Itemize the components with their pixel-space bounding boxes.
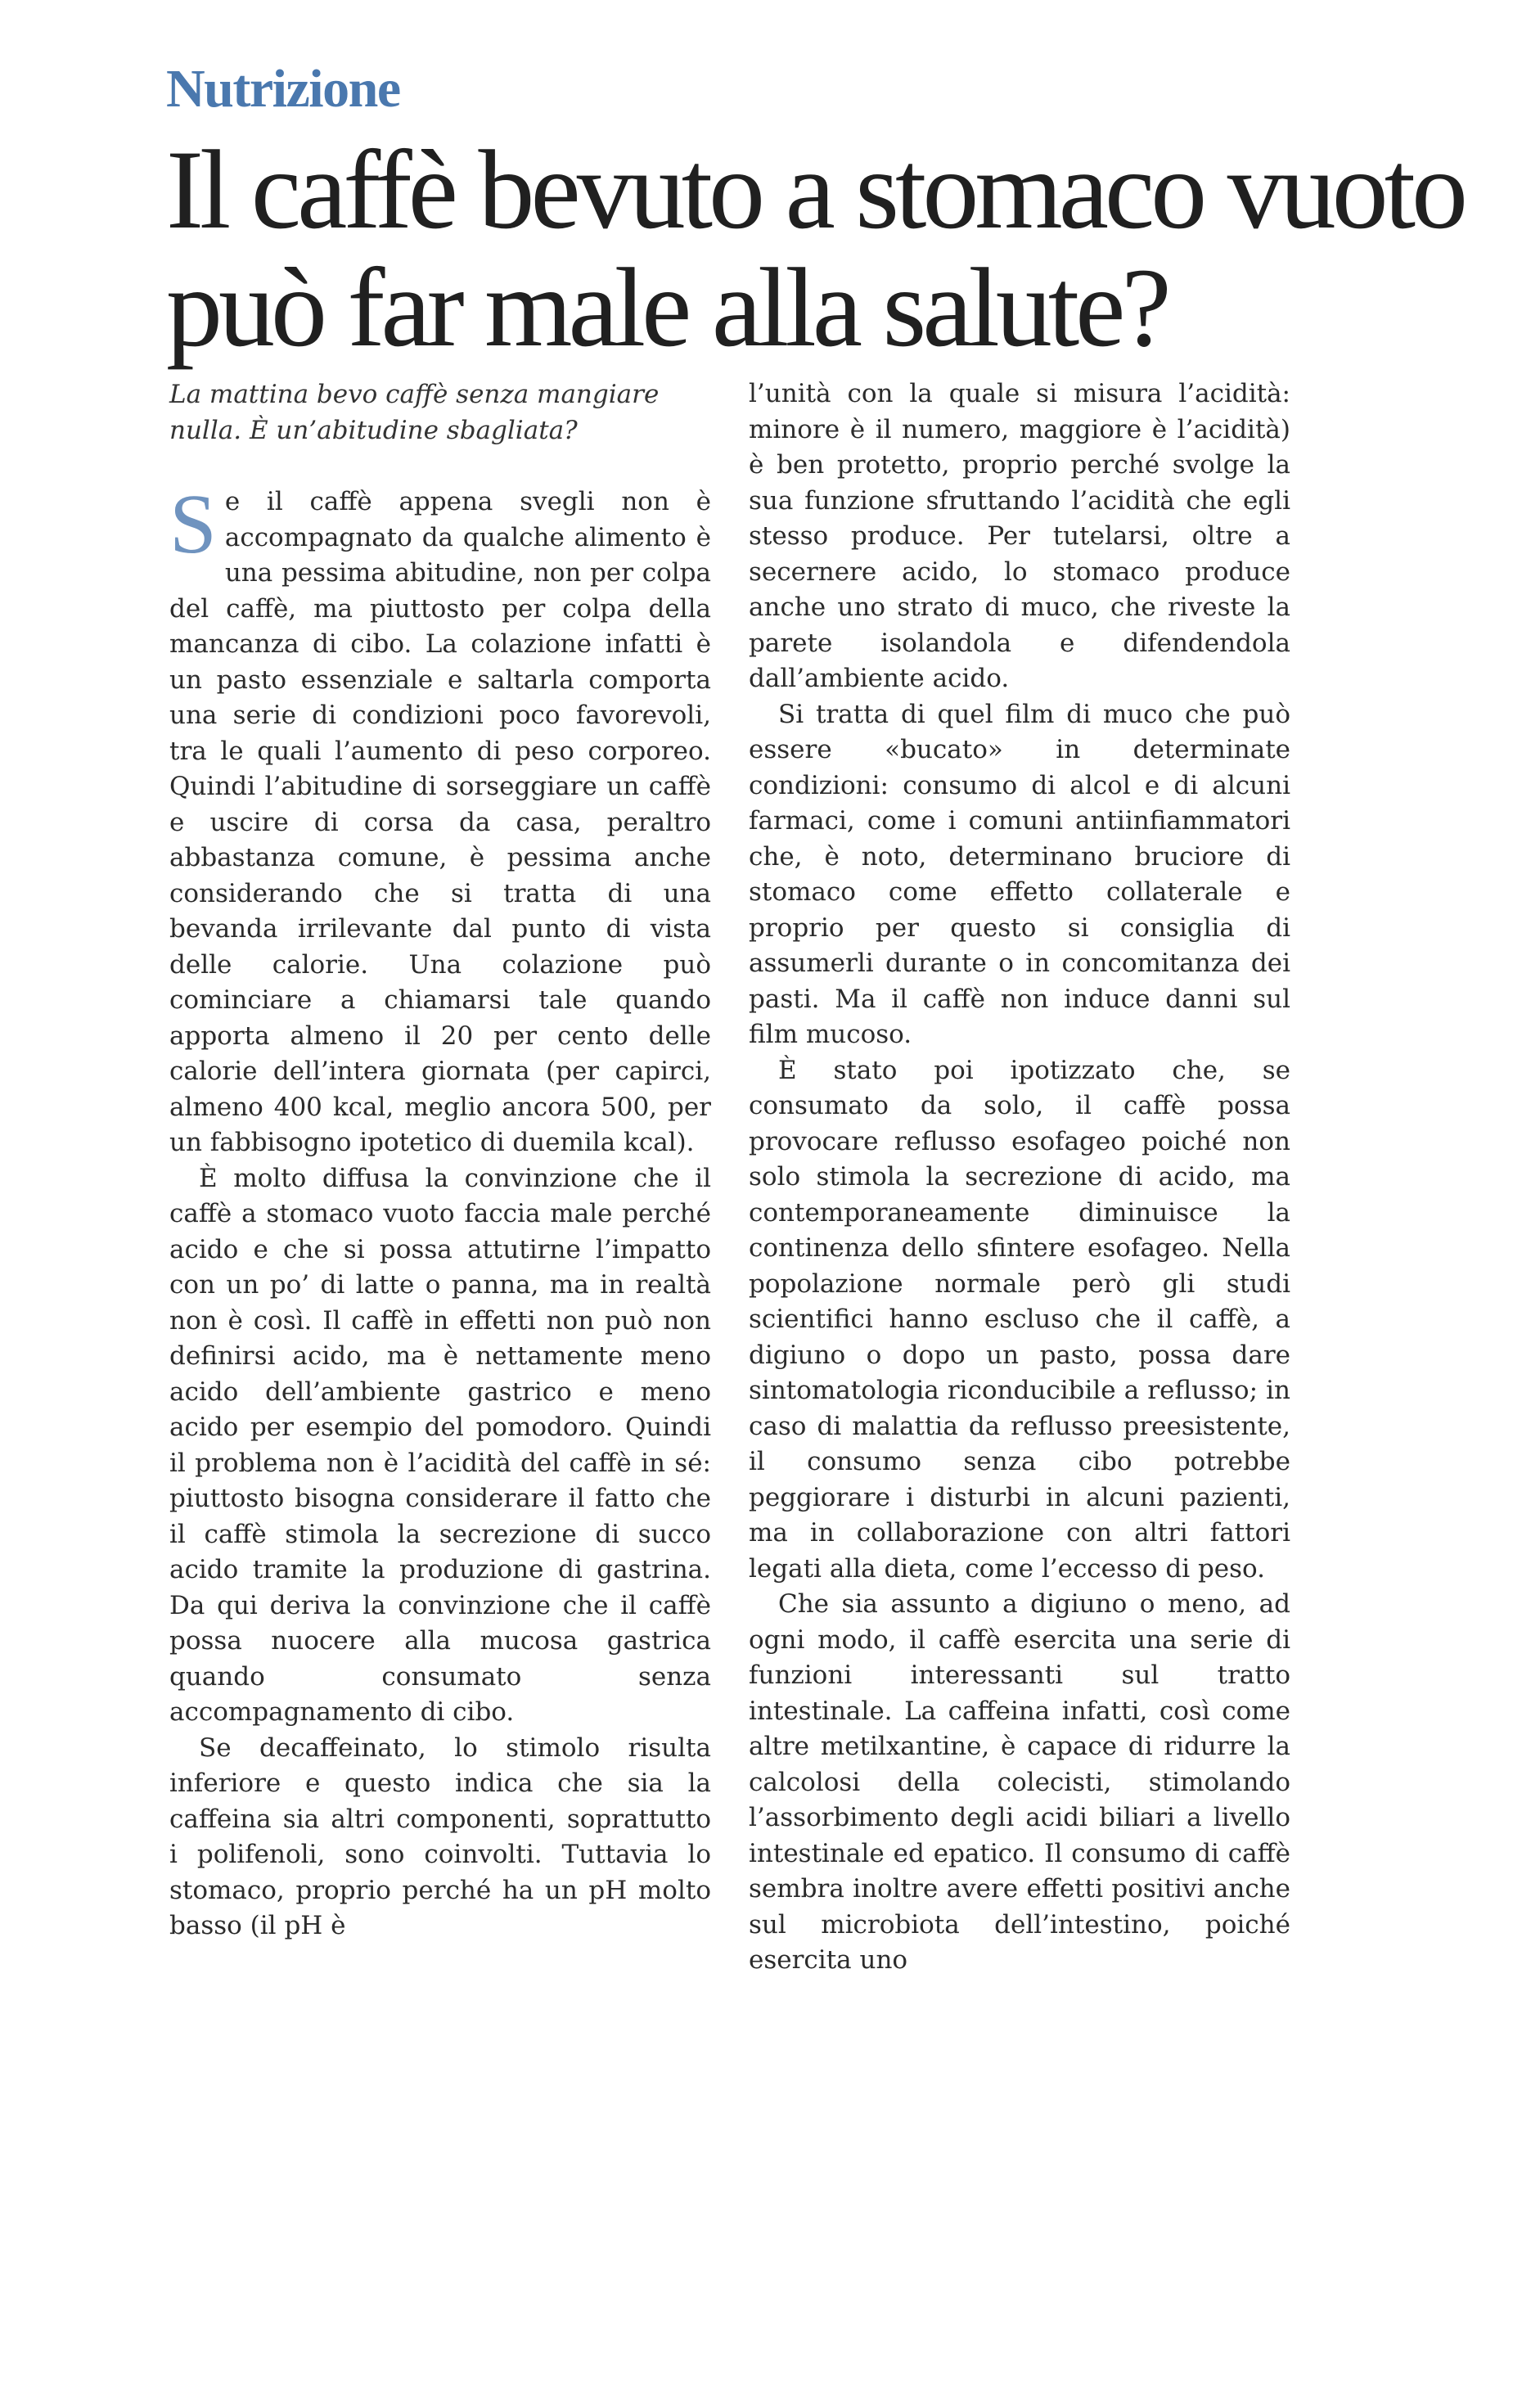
article-paragraph: l’unità con la quale si misura l’acidità: minore è il numero, maggiore è l’acidità) è ben protetto, proprio perché svolge la sua funzione sfruttando l’acidità che egli stesso produce. Per tutelarsi, oltre a secernere acido, lo stomaco produce anche uno strato di muco, che riveste la parete isolandola e difendendola dall’ambiente acido. xyxy=(749,379,1290,693)
article-column-right xyxy=(749,376,1290,1979)
article-column-left xyxy=(169,376,711,1944)
drop-cap: S xyxy=(169,477,217,571)
article-paragraph: Si tratta di quel film di muco che può essere «bucato» in determinate condizioni: consumo di alcol e di alcuni farmaci, come i comuni antiinfiammatori che, è noto, determinano bruciore di stomaco come effetto collaterale e proprio per questo si consiglia di assumerli durante o in concomitanza dei pasti. Ma il caffè non induce danni sul film mucoso. xyxy=(749,699,1290,1049)
reader-question: La mattina bevo caffè senza mangiare nulla. È un’abitudine sbagliata? xyxy=(169,380,660,445)
article-paragraph: Che sia assunto a digiuno o meno, ad ogni modo, il caffè esercita una serie di funzioni interessanti sul tratto intestinale. La caffeina infatti, così come altre metilxantine, è capace di ridurre la calcolosi della colecisti, stimolando l’assorbimento degli acidi biliari a livello intestinale ed epatico. Il consumo di caffè sembra inoltre avere effetti positivi anche sul microbiota dell’intestino, poiché esercita uno xyxy=(749,1589,1290,1975)
paragraph-text: e il caffè appena svegli non è accompagnato da qualche alimento è una pessima abitudine, non per colpa del caffè, ma piuttosto per colpa della mancanza di cibo. La colazione infatti è un pasto essenziale e saltarla comporta una serie di condizioni poco favorevoli, tra le quali l’aumento di peso corporeo. Quindi l’abitudine di sorseggiare un caffè e uscire di corsa da casa, peraltro abbastanza comune, è pessima anche considerando che si tratta di una bevanda irrilevante dal punto di vista delle calorie. Una colazione può cominciare a chiamarsi tale quando apporta almeno il 20 per cento delle calorie dell’intera giornata (per capirci, almeno 400 kcal, meglio ancora 500, per un fabbisogno ipotetico di duemila kcal). xyxy=(169,487,711,1157)
article-paragraph xyxy=(169,477,711,1161)
section-label: Nutrizione xyxy=(166,59,400,119)
article-paragraph: È molto diffusa la convinzione che il caffè a stomaco vuoto faccia male perché acido e che si possa attutirne l’impatto con un po’ di latte o panna, ma in realtà non è così. Il caffè in effetti non può non definirsi acido, ma è nettamente meno acido dell’ambiente gastrico e meno acido per esempio del pomodoro. Quindi il problema non è l’acidità del caffè in sé: piuttosto bisogna considerare il fatto che il caffè stimola la secrezione di succo acido tramite la produzione di gastrina. Da qui deriva la convinzione che il caffè possa nuocere alla mucosa gastrica quando consumato senza accompagnamento di cibo. xyxy=(169,1163,711,1727)
article-paragraph: È stato poi ipotizzato che, se consumato da solo, il caffè possa provocare reflusso esofageo poiché non solo stimola la secrezione di acido, ma contemporaneamente diminuisce la continenza dello sfintere esofageo. Nella popolazione normale però gli studi scientifici hanno escluso che il caffè, a digiuno o dopo un pasto, possa dare sintomatologia riconducibile a reflusso; in caso di malattia da reflusso preesistente, il consumo senza cibo potrebbe peggiorare i disturbi in alcuni pazienti, ma in collaborazione con altri fattori legati alla dieta, come l’eccesso di peso. xyxy=(749,1055,1290,1584)
headline: Il caffè bevuto a stomaco vuoto può far male alla salute? xyxy=(166,127,1465,370)
article-paragraph: Se decaffeinato, lo stimolo risulta inferiore e questo indica che sia la caffeina sia altri componenti, soprattutto i polifenoli, sono coinvolti. Tuttavia lo stomaco, proprio perché ha un pH molto basso (il pH è xyxy=(169,1732,711,1940)
